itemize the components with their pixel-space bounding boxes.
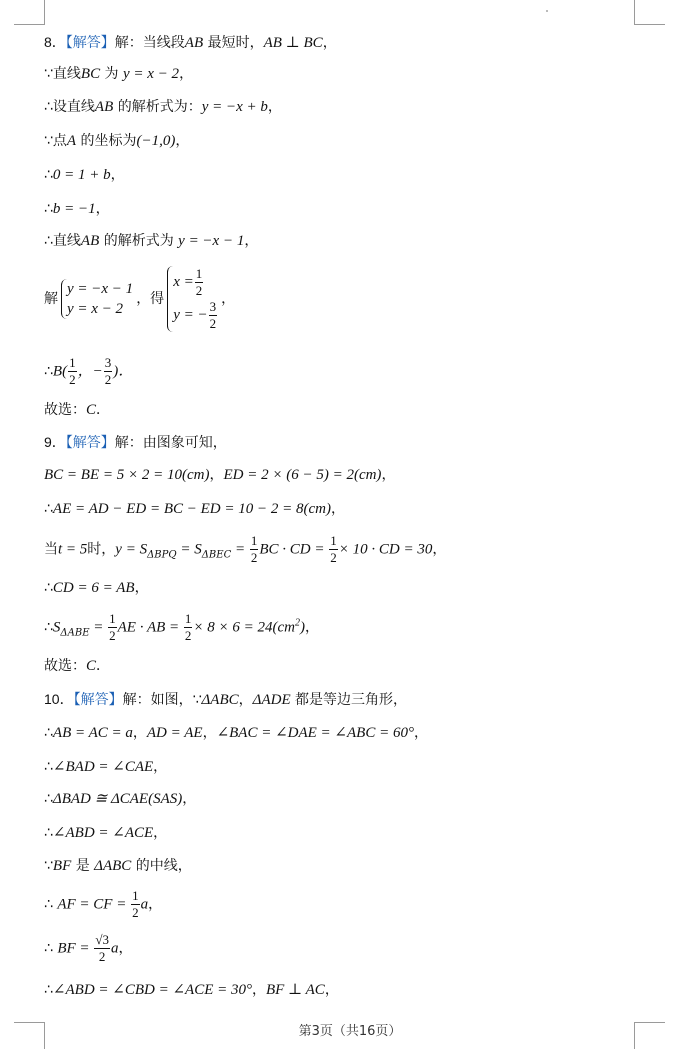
- q8-line-9: ∴B( $\frac{1}{2}$ ，− $\frac{3}{2}$ )．: [44, 355, 134, 387]
- answer-tag: 【解答】: [65, 35, 115, 51]
- q8-line-10: 故选：C．: [44, 402, 111, 418]
- q9-line-6: $\therefore S_{\Delta ABE}$ = $\frac{1}{2}$ AE · AB = $\frac{1}{2}$ × $8 \times 6 = 24(cm^2)$，: [44, 611, 320, 643]
- q8-line-6: ∴b = −1，: [44, 201, 110, 217]
- q9-line-1: 9．【解答】解：由图象可知，: [44, 434, 227, 451]
- q8-line-1: 8．【解答】解：当线段AB 最短时，AB ⊥ BC，: [44, 34, 337, 51]
- q10-line-2: ∴AB = AC = a，AD = AE，∠BAC = ∠DAE = ∠ABC = 60°，: [44, 725, 428, 741]
- q10-line-1: 10．【解答】解：如图，∵ΔABC，ΔADE 都是等边三角形，: [44, 691, 408, 708]
- scan-dot: [546, 10, 548, 12]
- q9-line-7: 故选：C．: [44, 658, 111, 674]
- corner-mark-top-left: [14, 0, 45, 25]
- equation-system: y = −x − 1 y = x − 2: [61, 279, 133, 319]
- q10-line-5: ∴∠ABD = ∠ACE，: [44, 825, 168, 841]
- q8-line-7: ∴直线AB 的解析式为 y = −x − 1，: [44, 233, 259, 249]
- page-footer: 第3页（共16页）: [298, 1024, 402, 1039]
- solution-system: x = $\frac{1}{2}$ y = − $\frac{3}{2}$: [167, 266, 218, 332]
- q10-line-8: ∴ BF = $\frac{√3}{2}$ a，: [44, 932, 133, 964]
- q10-line-9: ∴∠ABD = ∠CBD = ∠ACE = 30°，BF ⊥ AC，: [44, 982, 339, 998]
- q9-line-5: ∴CD = 6 = AB，: [44, 580, 149, 596]
- answer-tag: 【解答】: [73, 692, 123, 708]
- q8-line-5: ∴0 = 1 + b，: [44, 167, 125, 183]
- answer-tag: 【解答】: [65, 435, 115, 451]
- q8-line-3: ∴设直线AB 的解析式为：y = −x + b，: [44, 99, 282, 115]
- q9-line-2: BC = BE = 5 × 2 = 10(cm)，ED = 2 × (6 − 5) = 2(cm)，: [44, 467, 396, 483]
- q9-line-3: ∴AE = AD − ED = BC − ED = 10 − 2 = 8(cm)，: [44, 501, 345, 517]
- q8-line-8-system: 解 y = −x − 1 y = x − 2 ，得 x = $\frac{1}{2}$ y = − $\frac{3}{2}$ ，: [44, 266, 236, 331]
- q10-line-3: ∴∠BAD = ∠CAE，: [44, 759, 168, 775]
- corner-mark-top-right: [634, 0, 665, 25]
- q10-line-7: ∴ AF = CF = $\frac{1}{2}$ a，: [44, 888, 163, 920]
- q10-line-6: ∵BF 是 ΔABC 的中线，: [44, 858, 192, 874]
- q10-line-4: ∴ΔBAD ≅ ΔCAE(SAS)，: [44, 791, 197, 807]
- q8-line-2: ∵直线BC 为 y = x − 2，: [44, 66, 194, 82]
- q9-line-4: 当t = 5时，$y = S_{\Delta BPQ} = S_{\Delta BEC}$ = $\frac{1}{2}$ BC · CD = $\frac{1}{2}$ × 10 · CD = 30，: [44, 533, 447, 565]
- q8-line-4: ∵点A 的坐标为(−1,0)，: [44, 133, 190, 149]
